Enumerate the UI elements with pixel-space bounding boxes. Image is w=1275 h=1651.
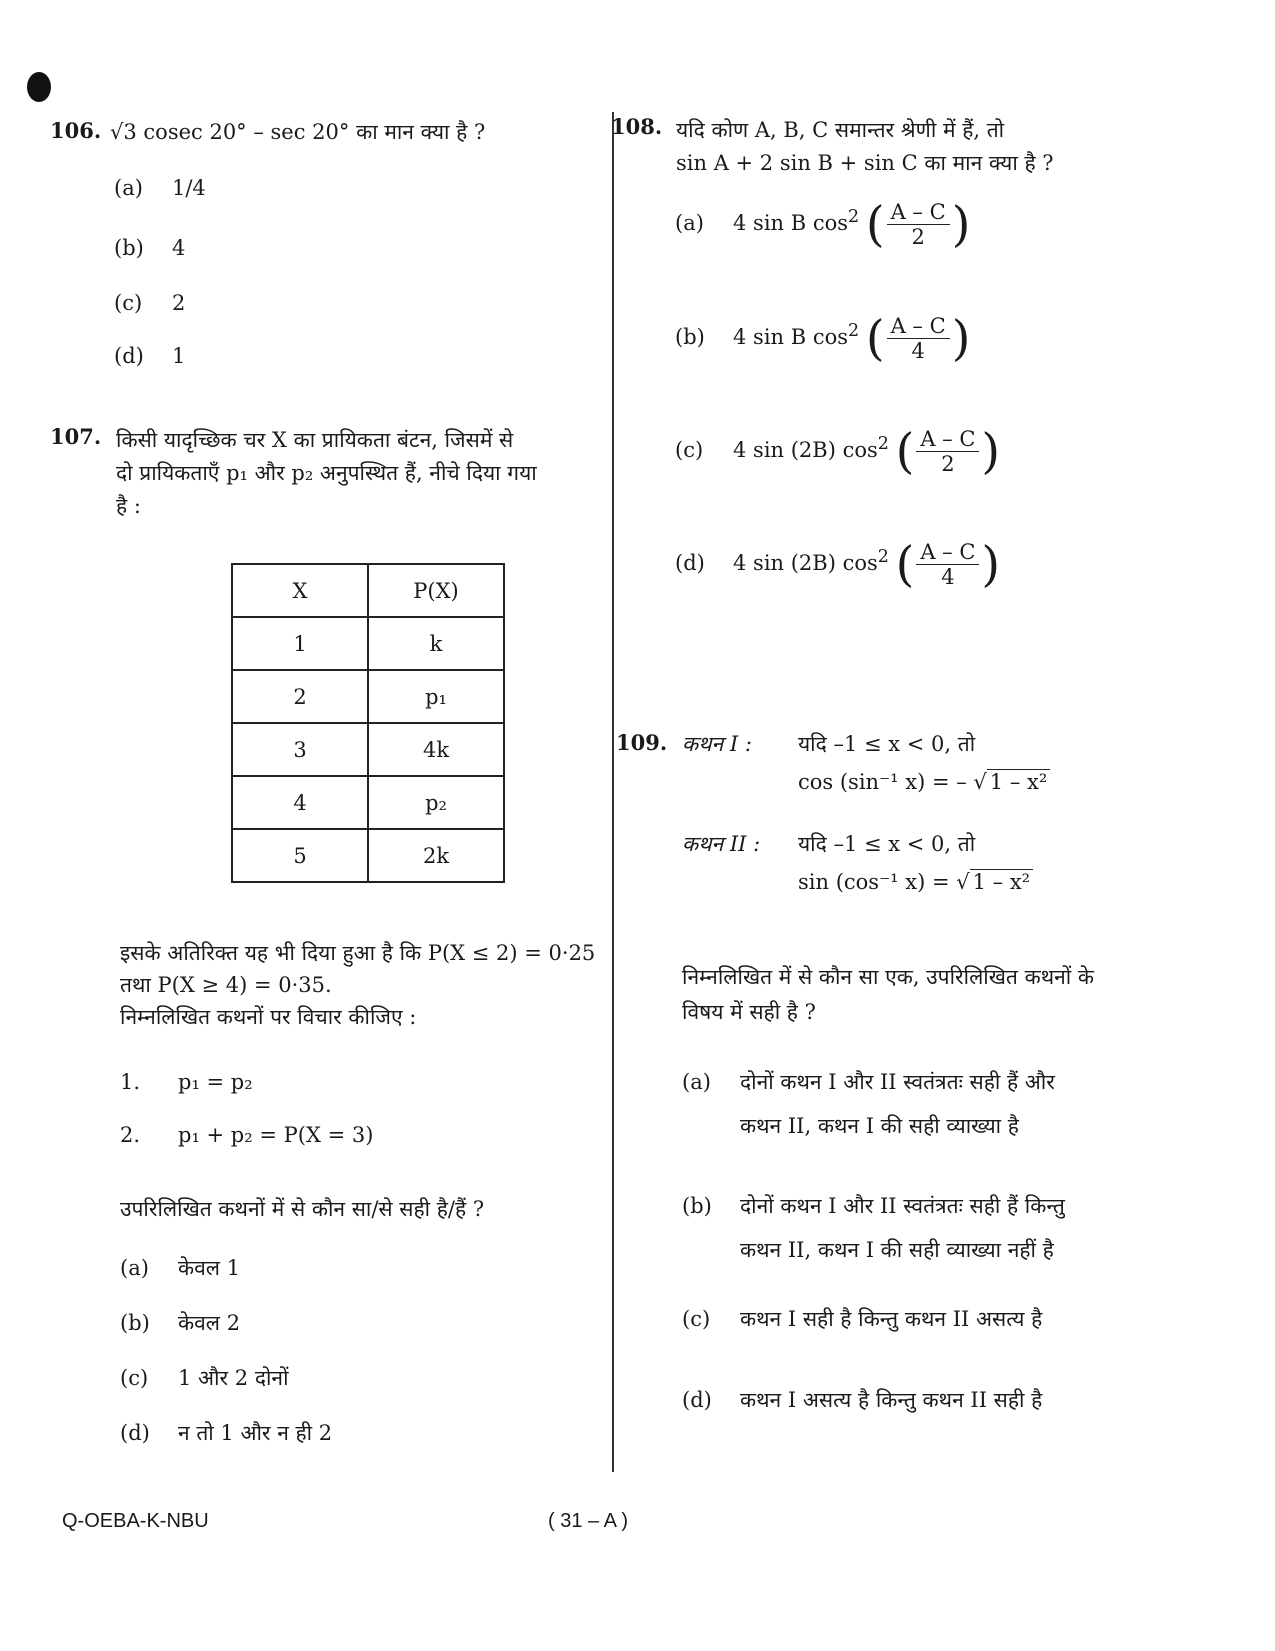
q109-statement1-label: कथन I : (682, 732, 752, 756)
table-cell: k (368, 617, 504, 670)
q109-statement2-label: कथन II : (682, 832, 761, 856)
q107-question: उपरिलिखित कथनों में से कौन सा/से सही है/हैं ? (120, 1197, 485, 1221)
q107-extra-line1: इसके अतिरिक्त यह भी दिया हुआ है कि P(X ≤ 2) = 0·25 (120, 941, 596, 965)
probability-table (231, 563, 505, 883)
q107-statement-1: 1. p₁ = p₂ (120, 1070, 253, 1094)
q109-statement2-line2: sin (cos⁻¹ x) = √ 1 – x² (798, 870, 1033, 894)
q107-text (116, 424, 606, 523)
table-row (232, 617, 504, 670)
table-row (232, 776, 504, 829)
table-row (232, 670, 504, 723)
q106-option-a[interactable]: (a) 1/4 (114, 176, 206, 200)
table-header-cell: X (232, 564, 368, 617)
q106-option-c[interactable]: (c) 2 (114, 291, 186, 315)
q108-line1: यदि कोण A, B, C समान्तर श्रेणी में हैं, तो (676, 118, 1005, 142)
table-cell: 4k (368, 723, 504, 776)
q107-option-a[interactable]: (a) केवल 1 (120, 1256, 241, 1280)
q106-option-d[interactable]: (d) 1 (114, 344, 186, 368)
q107-option-c[interactable]: (c) 1 और 2 दोनों (120, 1366, 289, 1390)
table-header-row (232, 564, 504, 617)
table-cell: 2k (368, 829, 504, 882)
scan-mark (27, 72, 51, 102)
page-number: ( 31 – A ) (548, 1510, 629, 1532)
q108-text (676, 114, 1054, 180)
q107-statement-2: 2. p₁ + p₂ = P(X = 3) (120, 1123, 374, 1147)
q109-option-a[interactable]: (a) दोनों कथन I और II स्वतंत्रतः सही हैं और कथन II, कथन I की सही व्याख्या है (682, 1070, 1055, 1138)
q109-statement1-line1: यदि –1 ≤ x < 0, तो (798, 732, 976, 756)
table-cell: 4 (232, 776, 368, 829)
q106-number: 106. (50, 118, 102, 143)
table-cell: 3 (232, 723, 368, 776)
q108-option-c[interactable]: (c) 4 sin (2B) $\cos^2$ ( $\frac{A - C}{2}$ ) (675, 423, 1001, 480)
q107-option-d[interactable]: (d) न तो 1 और न ही 2 (120, 1421, 333, 1445)
column-divider (612, 112, 614, 1472)
q107-option-b[interactable]: (b) केवल 2 (120, 1311, 241, 1335)
table-cell: 1 (232, 617, 368, 670)
q109-question-line2: विषय में सही है ? (682, 1000, 816, 1024)
table-row (232, 723, 504, 776)
q109-number: 109. (616, 730, 668, 755)
q106-text: √3 cosec 20° – sec 20° का मान क्या है ? (110, 120, 486, 144)
q109-option-d[interactable]: (d) कथन I असत्य है किन्तु कथन II सही है (682, 1388, 1043, 1412)
q107-line2: दो प्रायिकताएँ p₁ और p₂ अनुपस्थित हैं, नीचे दिया गया (116, 461, 537, 485)
paper-code: Q-OEBA-K-NBU (62, 1510, 209, 1532)
q107-number: 107. (50, 424, 102, 449)
q108-line2: sin A + 2 sin B + sin C का मान क्या है ? (676, 151, 1054, 175)
q108-option-d[interactable]: (d) 4 sin (2B) $\cos^2$ ( $\frac{A - C}{4}$ ) (675, 536, 1001, 593)
q108-option-a[interactable]: (a) 4 sin B $\cos^2$ ( $\frac{A - C}{2}$ ) (675, 196, 971, 253)
q106-option-b[interactable]: (b) 4 (114, 236, 186, 260)
q109-statement1-line2: cos (sin⁻¹ x) = – √ 1 – x² (798, 770, 1050, 794)
q107-consider: निम्नलिखित कथनों पर विचार कीजिए : (120, 1005, 417, 1029)
q109-question (682, 960, 1094, 1030)
q107-line3: है : (116, 494, 141, 518)
q109-question-line1: निम्नलिखित में से कौन सा एक, उपरिलिखित कथनों के (682, 965, 1095, 989)
q107-line1: किसी यादृच्छिक चर X का प्रायिकता बंटन, जिसमें से (116, 428, 514, 452)
q107-extra (120, 937, 610, 1033)
q109-option-c[interactable]: (c) कथन I सही है किन्तु कथन II असत्य है (682, 1307, 1043, 1331)
table-cell: 2 (232, 670, 368, 723)
q108-option-b[interactable]: (b) 4 sin B $\cos^2$ ( $\frac{A - C}{4}$ ) (675, 310, 971, 367)
table-header-cell: P(X) (368, 564, 504, 617)
q109-option-b[interactable]: (b) दोनों कथन I और II स्वतंत्रतः सही हैं किन्तु कथन II, कथन I की सही व्याख्या नहीं है (682, 1194, 1065, 1262)
q109-statement2-line1: यदि –1 ≤ x < 0, तो (798, 832, 976, 856)
q108-number: 108. (611, 114, 663, 139)
table-cell: p₁ (368, 670, 504, 723)
table-cell: p₂ (368, 776, 504, 829)
table-cell: 5 (232, 829, 368, 882)
table-row (232, 829, 504, 882)
q107-extra-line2: तथा P(X ≥ 4) = 0·35. (120, 973, 332, 997)
